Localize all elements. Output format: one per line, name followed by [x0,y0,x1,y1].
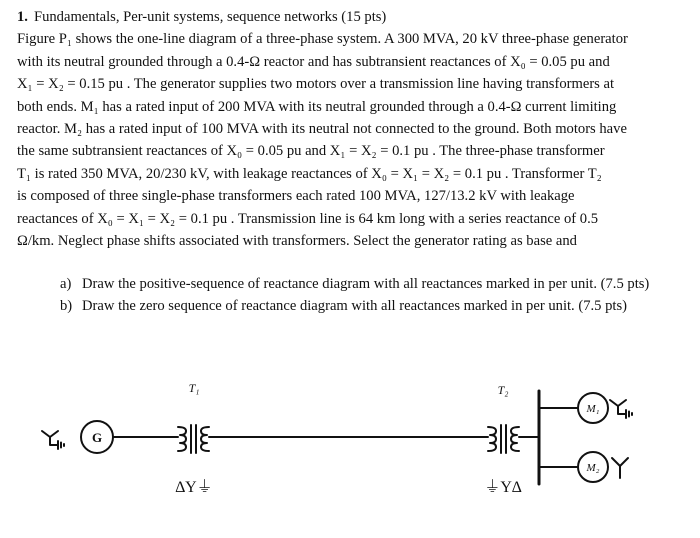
t2-label: T₂ [497,383,509,397]
generator-grounded-wye-icon [42,431,64,449]
t2-connection-label: ⏚Y∆ [484,479,522,496]
statement-line: reactor. M₂ has a rated input of 100 MVA with its neutral not connected to the ground. Both motors have [17,121,627,138]
transformer-t1-icon [178,425,209,453]
part-b-label: b) [60,298,73,314]
motor-m2-ungrounded-wye-icon [612,458,628,478]
transformer-t2-icon [488,425,519,453]
statement-line: X₁ = X₂ = 0.15 pu . The generator supplies two motors over a transmission line having transformers at [17,76,615,93]
statement-line: Figure P₁ shows the one-line diagram of a three-phase system. A 300 MVA, 20 kV three-phase generator [17,31,628,48]
statement-line: the same subtransient reactances of X₀ = 0.05 pu and X₁ = X₂ = 0.1 pu . The three-phase transformer [17,143,605,160]
statement-line: both ends. M₁ has a rated input of 200 MVA with its neutral grounded through a 0.4-Ω current limiting [17,98,617,115]
statement-line: with its neutral grounded through a 0.4-Ω reactor and has subtransient reactances of X₀ = 0.05 pu and [17,53,610,70]
part-a-label: a) [60,276,72,292]
statement-line: T₁ is rated 350 MVA, 20/230 kV, with leakage reactances of X₀ = X₁ = X₂ = 0.1 pu . Transformer T₂ [17,165,602,182]
part-a-text: Draw the positive-sequence of reactance diagram with all reactances marked in per unit. (7.5 pts) [82,276,650,292]
problem-title: Fundamentals, Per-unit systems, sequence networks (15 pts) [33,9,387,25]
statement-line: reactances of X₀ = X₁ = X₂ = 0.1 pu . Transmission line is 64 km long with a series reactance of 0.5 [17,210,599,227]
t1-connection-label: ∆Y⏚ [175,479,213,496]
statement-line: Ω/km. Neglect phase shifts associated with transformers. Select the generator rating as base and [17,233,577,250]
m2-label: M₂ [586,462,600,474]
motor-m1-grounded-wye-icon [610,400,632,418]
statement-line: is composed of three single-phase transformers each rated 100 MVA, 127/13.2 kV with leakage [17,188,575,205]
part-b-text: Draw the zero sequence of reactance diagram with all reactances marked in per unit. (7.5 pts) [82,298,627,314]
problem-number: 1. [17,9,28,25]
generator-label: G [91,430,103,445]
t1-label: T₁ [188,381,200,395]
m1-label: M₁ [586,403,600,415]
